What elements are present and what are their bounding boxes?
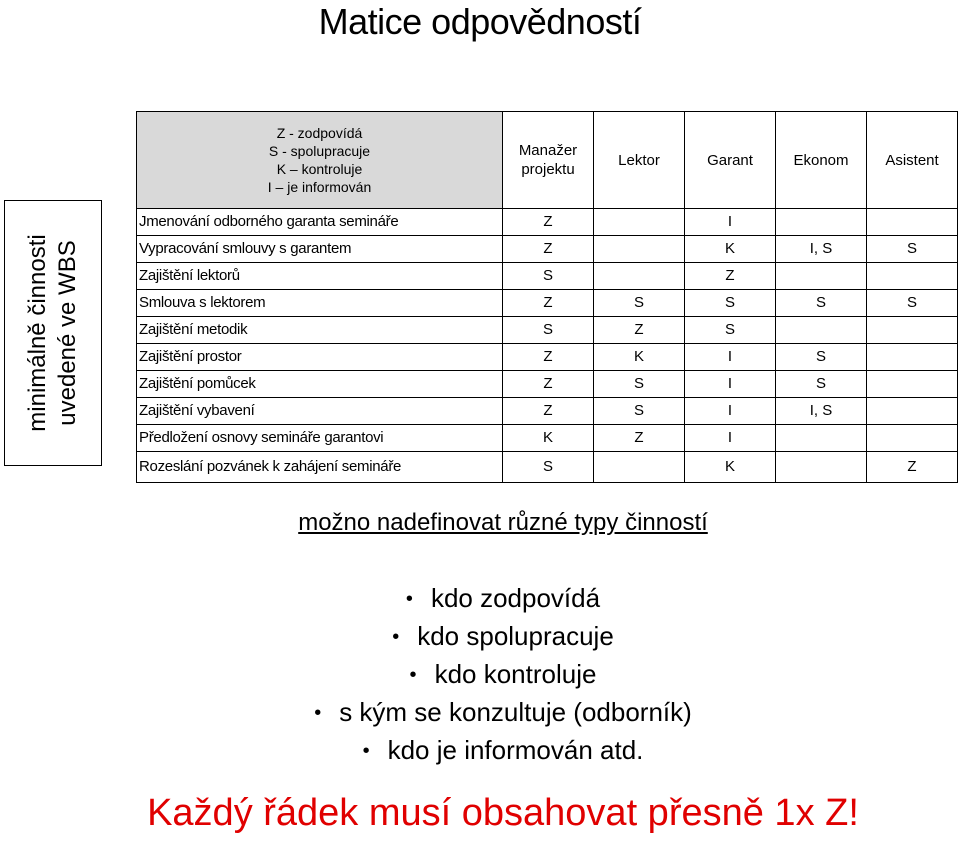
side-note-line-2: uvedené ve WBS (54, 240, 81, 426)
matrix-cell (776, 425, 867, 452)
matrix-cell: I (685, 398, 776, 425)
matrix-cell: S (685, 290, 776, 317)
list-item (0, 694, 960, 732)
matrix-cell: K (594, 344, 685, 371)
activity-cell: Rozeslání pozvánek k zahájení semináře (137, 452, 503, 483)
list-item (0, 656, 960, 694)
matrix-cell: S (867, 236, 958, 263)
table-row (137, 425, 958, 452)
list-item-text: s kým se konzultuje (odborník) (339, 697, 692, 727)
matrix-cell (867, 398, 958, 425)
matrix-cell: Z (503, 290, 594, 317)
matrix-cell: Z (594, 425, 685, 452)
activity-cell: Zajištění lektorů (137, 263, 503, 290)
bullet-icon: • (405, 588, 413, 610)
matrix-cell: I, S (776, 398, 867, 425)
activity-cell: Vypracování smlouvy s garantem (137, 236, 503, 263)
bullet-icon: • (409, 664, 417, 686)
matrix-cell: Z (503, 236, 594, 263)
matrix-cell (776, 452, 867, 483)
matrix-cell (776, 263, 867, 290)
matrix-cell (867, 209, 958, 236)
activity-cell: Jmenování odborného garanta semináře (137, 209, 503, 236)
matrix-cell: S (776, 344, 867, 371)
matrix-cell: S (503, 263, 594, 290)
matrix-cell: S (594, 290, 685, 317)
legend-z: Z - zodpovídá (276, 125, 363, 141)
matrix-cell: S (867, 290, 958, 317)
role-header-economist: Ekonom (776, 112, 867, 209)
table-row (137, 236, 958, 263)
bullet-list (0, 580, 960, 770)
table-row (137, 398, 958, 425)
side-note-line-1: minimálně činnosti (24, 234, 51, 432)
list-item-text: kdo kontroluje (434, 659, 597, 689)
matrix-cell (594, 236, 685, 263)
legend-i: I – je informován (267, 179, 372, 195)
matrix-cell (867, 263, 958, 290)
matrix-cell: S (594, 398, 685, 425)
matrix-cell: S (503, 317, 594, 344)
matrix-cell: I (685, 209, 776, 236)
matrix-cell (776, 317, 867, 344)
matrix-cell: K (685, 452, 776, 483)
table-row (137, 371, 958, 398)
list-item (0, 618, 960, 656)
subheading: možno nadefinovat různé typy činností (298, 509, 708, 536)
matrix-cell: S (503, 452, 594, 483)
matrix-cell: S (594, 371, 685, 398)
legend-cell (137, 112, 503, 209)
table-row (137, 290, 958, 317)
bullet-icon: • (362, 740, 370, 762)
matrix-cell: I (685, 344, 776, 371)
activity-cell: Zajištění prostor (137, 344, 503, 371)
matrix-cell (594, 263, 685, 290)
table-row (137, 317, 958, 344)
list-item-text: kdo zodpovídá (430, 583, 601, 613)
matrix-cell: Z (594, 317, 685, 344)
matrix-cell: Z (867, 452, 958, 483)
matrix-cell (867, 317, 958, 344)
list-item-text: kdo je informován atd. (387, 735, 644, 765)
activity-cell: Zajištění pomůcek (137, 371, 503, 398)
matrix-cell (594, 209, 685, 236)
matrix-cell: Z (503, 209, 594, 236)
legend-s: S - spolupracuje (268, 143, 371, 159)
matrix-cell: I (685, 425, 776, 452)
table-row (137, 209, 958, 236)
activity-cell: Zajištění metodik (137, 317, 503, 344)
list-item (0, 580, 960, 618)
matrix-cell: Z (503, 344, 594, 371)
role-header-assistant: Asistent (867, 112, 958, 209)
matrix-cell: K (503, 425, 594, 452)
matrix-cell: Z (503, 371, 594, 398)
activity-cell: Smlouva s lektorem (137, 290, 503, 317)
matrix-cell: I, S (776, 236, 867, 263)
matrix-cell: Z (503, 398, 594, 425)
role-header-manager (503, 112, 594, 209)
table-row (137, 452, 958, 483)
matrix-cell (867, 344, 958, 371)
list-item (0, 732, 960, 770)
bullet-icon: • (392, 626, 400, 648)
role-header-lector: Lektor (594, 112, 685, 209)
matrix-cell (867, 425, 958, 452)
matrix-cell: K (685, 236, 776, 263)
side-note-box (4, 200, 102, 466)
legend-k: K – kontroluje (276, 161, 363, 177)
list-item-text: kdo spolupracuje (417, 621, 614, 651)
role-header-garant: Garant (685, 112, 776, 209)
warning-text: Každý řádek musí obsahovat přesně 1x Z! (147, 792, 859, 834)
page-title: Matice odpovědností (318, 1, 642, 42)
matrix-cell (776, 209, 867, 236)
matrix-cell: Z (685, 263, 776, 290)
activity-cell: Předložení osnovy semináře garantovi (137, 425, 503, 452)
matrix-cell: S (776, 290, 867, 317)
matrix-cell: S (685, 317, 776, 344)
side-note (23, 203, 83, 463)
matrix-cell: I (685, 371, 776, 398)
matrix-cell (594, 452, 685, 483)
activity-cell: Zajištění vybavení (137, 398, 503, 425)
responsibility-matrix (136, 111, 958, 483)
role-manager-label: Manažer projektu (518, 142, 578, 178)
matrix-cell (867, 371, 958, 398)
matrix-cell: S (776, 371, 867, 398)
table-row (137, 344, 958, 371)
bullet-icon: • (314, 702, 322, 724)
table-row (137, 263, 958, 290)
